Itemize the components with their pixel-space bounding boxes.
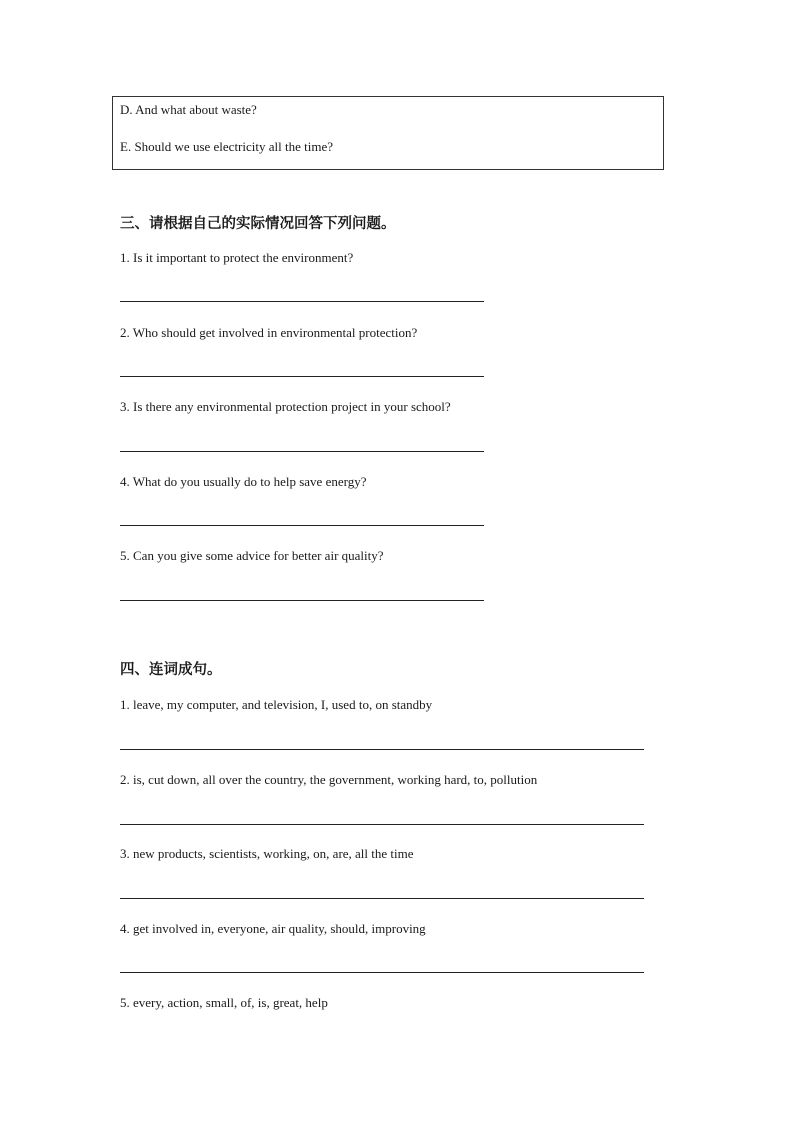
question-4: 4. What do you usually do to help save energy? <box>120 474 367 489</box>
answer-line-4[interactable] <box>120 525 484 526</box>
sentence-item-1: 1. leave, my computer, and television, I, used to, on standby <box>120 697 433 712</box>
answer-line-2[interactable] <box>120 376 484 377</box>
options-box <box>112 96 664 170</box>
answer-line-1[interactable] <box>120 301 484 302</box>
question-1: 1. Is it important to protect the environment? <box>120 250 354 265</box>
question-3: 3. Is there any environmental protection project in your school? <box>120 399 451 414</box>
sentence-item-2: 2. is, cut down, all over the country, the government, working hard, to, pollution <box>120 772 538 787</box>
sentence-line-1[interactable] <box>120 749 644 750</box>
sentence-line-3[interactable] <box>120 898 644 899</box>
sentence-item-5: 5. every, action, small, of, is, great, help <box>120 995 328 1010</box>
sentence-line-2[interactable] <box>120 824 644 825</box>
sentence-line-4[interactable] <box>120 972 644 973</box>
question-5: 5. Can you give some advice for better air quality? <box>120 548 384 563</box>
option-d: D. And what about waste? <box>120 102 257 117</box>
section-3-title: 三、请根据自己的实际情况回答下列问题。 <box>120 216 396 232</box>
sentence-item-4: 4. get involved in, everyone, air quality, should, improving <box>120 921 426 936</box>
section-4-title: 四、连词成句。 <box>120 662 222 678</box>
answer-line-3[interactable] <box>120 451 484 452</box>
answer-line-5[interactable] <box>120 600 484 601</box>
sentence-item-3: 3. new products, scientists, working, on, are, all the time <box>120 846 414 861</box>
question-2: 2. Who should get involved in environmental protection? <box>120 325 418 340</box>
option-e: E. Should we use electricity all the time? <box>120 139 333 154</box>
